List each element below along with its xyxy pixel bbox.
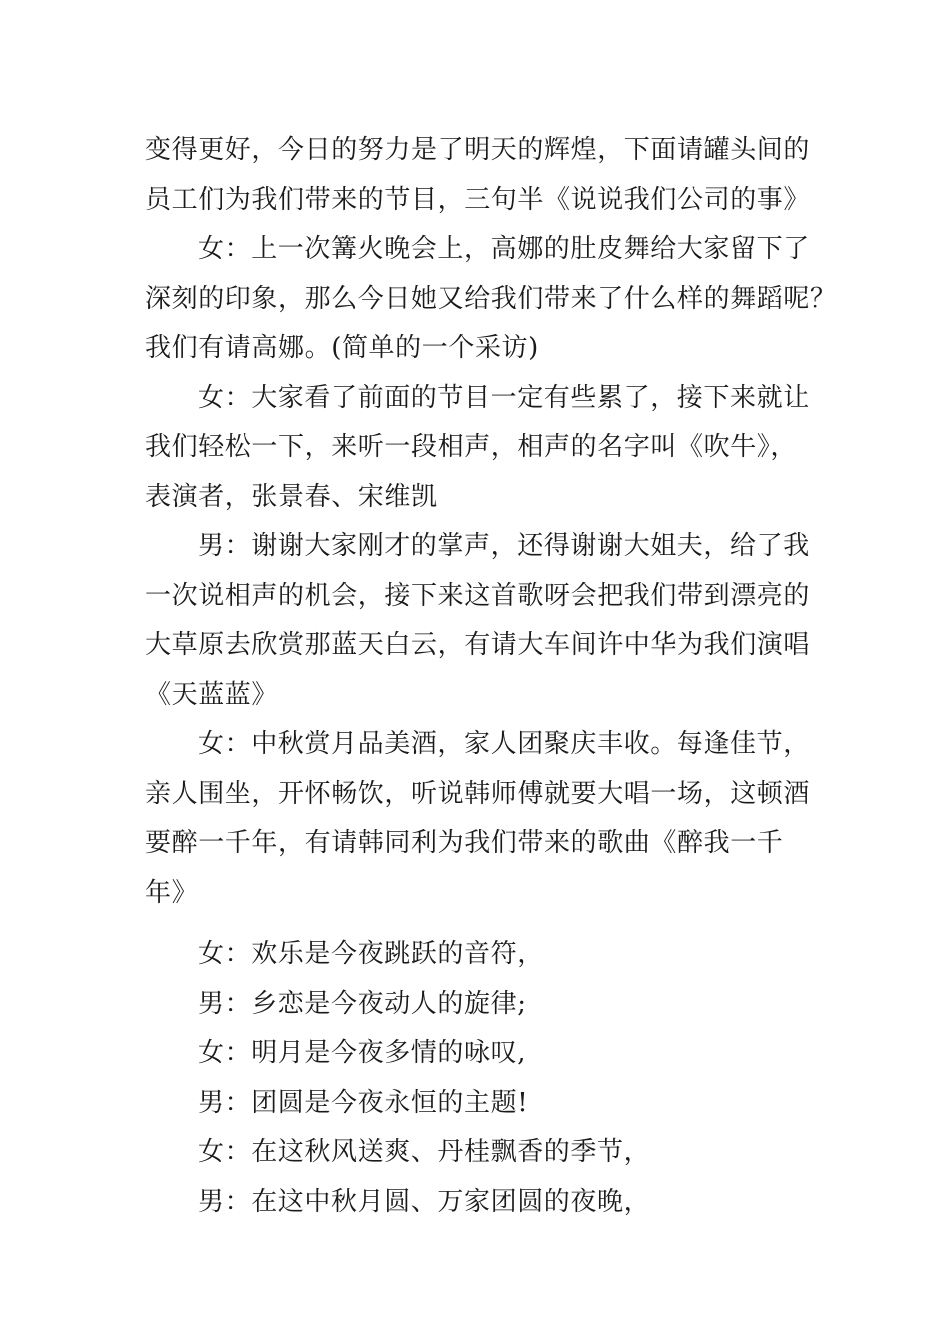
paragraph-gaona-dance bbox=[145, 225, 837, 374]
paragraph-crosstalk bbox=[145, 374, 810, 523]
text-line: 我们轻松一下，来听一段相声，相声的名字叫《吹牛》， bbox=[145, 432, 798, 462]
text-line: 女：中秋赏月品美酒，家人团聚庆丰收。每逢佳节， bbox=[198, 729, 810, 759]
text-line: 女：大家看了前面的节目一定有些累了，接下来就让 bbox=[198, 382, 810, 413]
text-line: 一次说相声的机会，接下来这首歌呀会把我们带到漂亮的 bbox=[145, 580, 811, 611]
text-line: 要醉一千年，有请韩同利为我们带来的歌曲《醉我一千 bbox=[145, 828, 784, 858]
dialogue-line bbox=[145, 980, 810, 1030]
dialogue-line bbox=[145, 1079, 810, 1129]
text-line: 员工们为我们带来的节目，三句半《说说我们公司的事》 bbox=[145, 184, 811, 215]
text-line: 男：团圆是今夜永恒的主题! bbox=[198, 1087, 529, 1118]
text-line: 女：明月是今夜多情的咏叹, bbox=[198, 1038, 527, 1068]
paragraph-mid-autumn-song bbox=[145, 720, 810, 918]
text-line: 深刻的印象，那么今日她又给我们带来了什么样的舞蹈呢？ bbox=[145, 283, 837, 314]
text-line: 女：在这秋风送爽、丹桂飘香的季节， bbox=[198, 1137, 651, 1167]
text-line: 女：上一次篝火晚会上，高娜的肚皮舞给大家留下了 bbox=[198, 234, 810, 264]
dialogue-line bbox=[145, 1029, 810, 1079]
document-body bbox=[145, 126, 837, 1227]
text-line: 男：谢谢大家刚才的掌声，还得谢谢大姐夫，给了我 bbox=[198, 531, 810, 561]
text-line: 大草原去欣赏那蓝天白云，有请大车间许中华为我们演唱 bbox=[145, 630, 811, 660]
text-line: 变得更好，今日的努力是了明天的辉煌，下面请罐头间的 bbox=[145, 135, 811, 165]
paragraph-continuation bbox=[145, 126, 810, 225]
dialogue-line bbox=[145, 1178, 810, 1228]
text-line: 我们有请高娜。(简单的一个采访) bbox=[145, 333, 539, 363]
text-line: 年》 bbox=[145, 877, 199, 908]
dialogue-line bbox=[145, 1128, 810, 1178]
dialogue-line bbox=[145, 930, 810, 980]
text-line: 男：在这中秋月圆、万家团圆的夜晚， bbox=[198, 1186, 651, 1217]
text-line: 女：欢乐是今夜跳跃的音符， bbox=[198, 939, 544, 969]
paragraph-blue-sky-song bbox=[145, 522, 810, 720]
text-line: 男：乡恋是今夜动人的旋律; bbox=[198, 988, 527, 1019]
text-line: 亲人围坐，开怀畅饮，听说韩师傅就要大唱一场，这顿酒 bbox=[145, 778, 811, 809]
text-line: 表演者，张景春、宋维凯 bbox=[145, 481, 438, 512]
text-line: 《天蓝蓝》 bbox=[145, 679, 279, 710]
